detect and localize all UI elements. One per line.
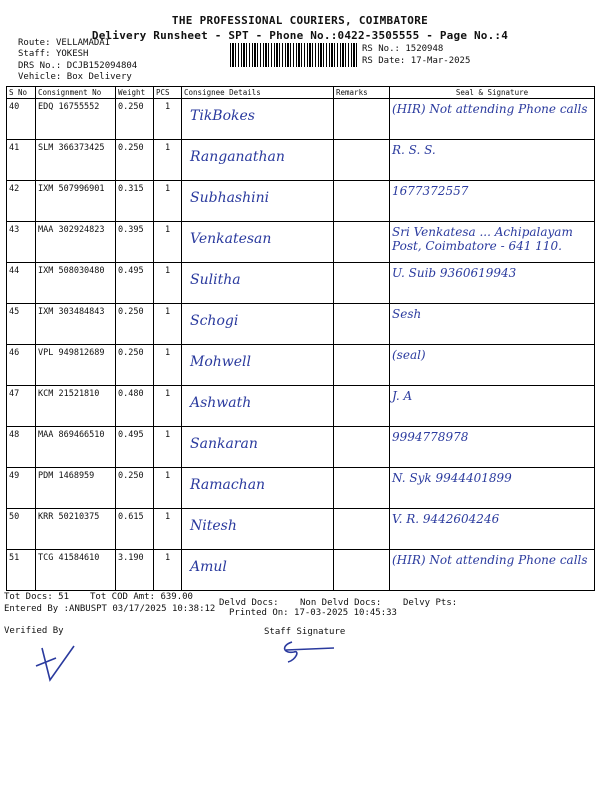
staff-label: Staff: [18,49,51,59]
vehicle-value: Box Delivery [66,72,132,82]
consignment-no-cell: TCG 41584610 [36,550,116,591]
signature-handwriting: N. Syk 9944401899 [392,471,512,485]
pcs-cell: 1 [154,427,182,468]
signature-cell [390,386,595,427]
consignee-cell [182,509,334,550]
signature-cell [390,304,595,345]
signature-cell [390,427,595,468]
table-row [7,468,595,509]
col-weight: Weight [116,87,154,99]
table-row [7,345,595,386]
weight-cell: 0.495 [116,263,154,304]
pcs-cell: 1 [154,140,182,181]
tot-cod-amt: Tot COD Amt: 639.00 [90,592,193,602]
remarks-cell [334,181,390,222]
remarks-cell [334,140,390,181]
rs-no-line [362,44,443,54]
table-row [7,550,595,591]
pcs-cell: 1 [154,263,182,304]
remarks-cell [334,550,390,591]
consignee-cell [182,140,334,181]
col-remarks: Remarks [334,87,390,99]
sno-cell: 46 [7,345,36,386]
rs-no-value: 1520948 [405,44,444,54]
consignee-cell [182,99,334,140]
pcs-cell: 1 [154,550,182,591]
signature-cell [390,263,595,304]
table-row [7,222,595,263]
verified-signature [28,636,78,684]
pcs-cell: 1 [154,468,182,509]
consignee-cell [182,468,334,509]
consignee-cell [182,345,334,386]
consignment-no-cell: KRR 50210375 [36,509,116,550]
rs-date-value: 17-Mar-2025 [410,56,471,66]
signature-cell [390,222,595,263]
consignee-handwriting: Nitesh [190,518,237,534]
sno-cell: 43 [7,222,36,263]
signature-cell [390,550,595,591]
delvd-docs: Delvd Docs: [219,598,279,608]
weight-cell: 0.250 [116,140,154,181]
weight-cell: 3.190 [116,550,154,591]
signature-cell [390,181,595,222]
signature-handwriting: V. R. 9442604246 [392,512,500,526]
weight-cell: 0.615 [116,509,154,550]
weight-cell: 0.480 [116,386,154,427]
printed-on: Printed On: 17-03-2025 10:45:33 [229,608,397,618]
remarks-cell [334,99,390,140]
drs-label: DRS No.: [18,61,62,71]
drs-line [18,61,137,71]
runsheet-subtitle: Delivery Runsheet - SPT - Phone No.:0422-3505555 - Page No.:4 [91,29,509,42]
consignment-no-cell: KCM 21521810 [36,386,116,427]
sno-cell: 47 [7,386,36,427]
signature-cell [390,509,595,550]
staff-line [18,49,88,59]
consignee-handwriting: Sulitha [190,272,241,288]
table-row [7,304,595,345]
vehicle-line [18,72,132,82]
consignment-no-cell: SLM 366373425 [36,140,116,181]
sno-cell: 42 [7,181,36,222]
sno-cell: 44 [7,263,36,304]
sno-cell: 41 [7,140,36,181]
pcs-cell: 1 [154,222,182,263]
route-label: Route: [18,38,51,48]
drs-value: DCJB152094804 [66,61,138,71]
pcs-cell: 1 [154,386,182,427]
consignee-cell [182,304,334,345]
table-row [7,427,595,468]
table-header-row [7,87,595,99]
tot-docs: Tot Docs: 51 [4,592,70,602]
staff-signature-label: Staff Signature [264,627,346,637]
sno-cell: 40 [7,99,36,140]
pcs-cell: 1 [154,304,182,345]
table-row [7,181,595,222]
delvy-pts: Delvy Pts: [403,598,458,608]
consignee-handwriting: Mohwell [190,354,252,370]
table-row [7,263,595,304]
signature-handwriting: Sri Venkatesa ... Achipalayam Post, Coimbatore - 641 110. [392,225,573,253]
remarks-cell [334,304,390,345]
company-title: THE PROFESSIONAL COURIERS, COIMBATORE [171,14,429,27]
consignee-cell [182,427,334,468]
consignee-cell [182,181,334,222]
weight-cell: 0.250 [116,304,154,345]
sno-cell: 50 [7,509,36,550]
signature-handwriting: (seal) [392,348,426,362]
consignment-no-cell: PDM 1468959 [36,468,116,509]
consignment-no-cell: EDQ 16755552 [36,99,116,140]
barcode [230,43,357,67]
col-sno: S No [7,87,36,99]
sno-cell: 49 [7,468,36,509]
signature-handwriting: J. A [392,389,413,403]
weight-cell: 0.315 [116,181,154,222]
remarks-cell [334,345,390,386]
consignee-cell [182,263,334,304]
col-consignee-details: Consignee Details [182,87,334,99]
remarks-cell [334,468,390,509]
consignment-no-cell: IXM 507996901 [36,181,116,222]
consignee-handwriting: Subhashini [190,190,270,206]
consignee-handwriting: Ramachan [190,477,266,493]
verified-by: Verified By [4,626,64,636]
consignment-no-cell: IXM 303484843 [36,304,116,345]
remarks-cell [334,263,390,304]
table-row [7,140,595,181]
consignee-cell [182,386,334,427]
vehicle-label: Vehicle: [18,72,62,82]
sno-cell: 48 [7,427,36,468]
col-pcs: PCS [154,87,182,99]
consignee-handwriting: TikBokes [190,108,255,124]
rs-no-label: RS No.: [362,44,400,54]
signature-handwriting: R. S. S. [392,143,436,157]
staff-signature [276,638,340,666]
consignee-cell [182,550,334,591]
consignment-no-cell: MAA 302924823 [36,222,116,263]
signature-cell [390,99,595,140]
consignee-handwriting: Ashwath [190,395,252,411]
staff-value: YOKESH [55,49,89,59]
route-line [18,38,110,48]
consignee-handwriting: Amul [190,559,227,575]
remarks-cell [334,222,390,263]
pcs-cell: 1 [154,509,182,550]
rs-date-line [362,56,470,66]
consignee-handwriting: Schogi [190,313,239,329]
pcs-cell: 1 [154,99,182,140]
rs-date-label: RS Date: [362,56,406,66]
sno-cell: 51 [7,550,36,591]
signature-cell [390,345,595,386]
signature-handwriting: 1677372557 [392,184,469,198]
signature-handwriting: U. Suib 9360619943 [392,266,517,280]
non-delvd-docs: Non Delvd Docs: [300,598,382,608]
route-value: VELLAMADAI [55,38,111,48]
remarks-cell [334,427,390,468]
consignee-handwriting: Venkatesan [190,231,272,247]
consignee-handwriting: Ranganathan [190,149,285,165]
signature-cell [390,468,595,509]
pcs-cell: 1 [154,345,182,386]
weight-cell: 0.250 [116,468,154,509]
sno-cell: 45 [7,304,36,345]
signature-handwriting: (HIR) Not attending Phone calls [392,553,588,567]
signature-handwriting: Sesh [392,307,422,321]
remarks-cell [334,509,390,550]
signature-cell [390,140,595,181]
remarks-cell [334,386,390,427]
consignment-no-cell: VPL 949812689 [36,345,116,386]
entered-by: Entered By :ANBUSPT 03/17/2025 10:38:12 [4,604,216,614]
signature-handwriting: (HIR) Not attending Phone calls [392,102,588,116]
consignee-cell [182,222,334,263]
pcs-cell: 1 [154,181,182,222]
consignment-no-cell: IXM 508030480 [36,263,116,304]
signature-handwriting: 9994778978 [392,430,469,444]
consignee-handwriting: Sankaran [190,436,258,452]
weight-cell: 0.495 [116,427,154,468]
table-row [7,509,595,550]
col-consignment-no: Consignment No [36,87,116,99]
consignment-no-cell: MAA 869466510 [36,427,116,468]
runsheet-table [6,86,595,591]
table-row [7,386,595,427]
weight-cell: 0.250 [116,99,154,140]
weight-cell: 0.250 [116,345,154,386]
col-seal-signature: Seal & Signature [390,87,595,99]
table-row [7,99,595,140]
weight-cell: 0.395 [116,222,154,263]
